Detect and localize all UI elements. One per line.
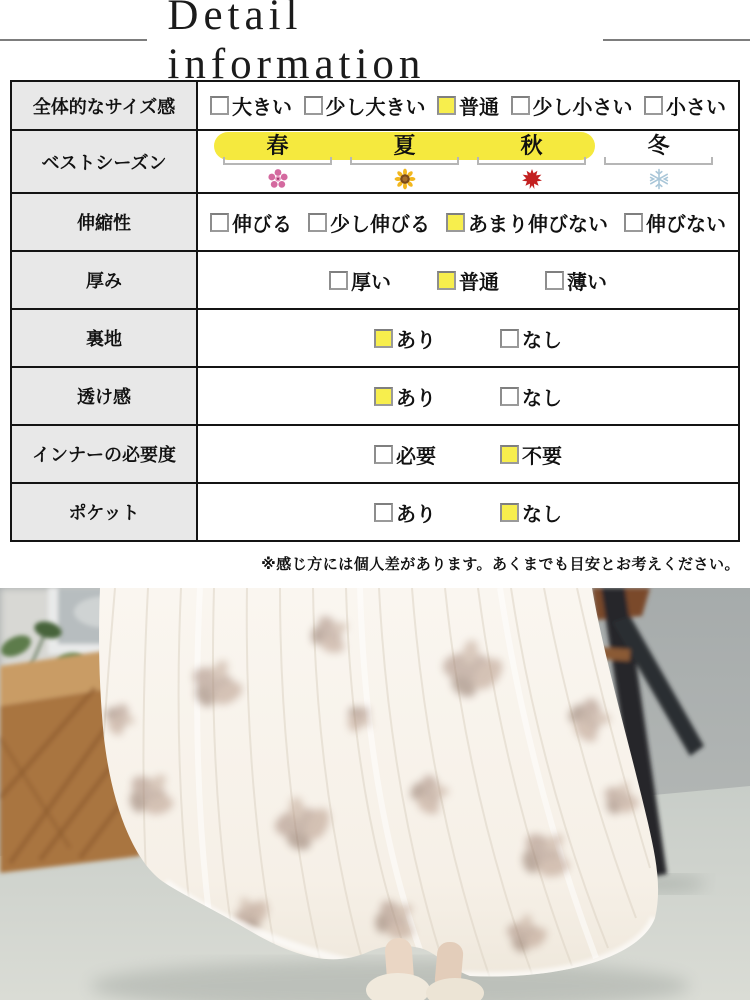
option-label: 普通 — [459, 271, 499, 294]
season-options — [198, 132, 738, 192]
season-spring — [214, 132, 341, 192]
row-label-stretch: 伸縮性 — [11, 193, 197, 251]
table-row-thickness — [11, 251, 739, 309]
option-pocket-yes — [374, 498, 436, 527]
option-label: 普通 — [459, 97, 499, 119]
checkbox-icon — [374, 329, 393, 348]
checkbox-icon — [304, 96, 323, 115]
maple-leaf-icon — [521, 168, 543, 192]
page-title: Detail information — [167, 0, 426, 88]
snowflake-icon — [648, 168, 670, 192]
table-row-lining — [11, 309, 739, 367]
season-label: 春 — [214, 132, 341, 160]
row-label-pocket: ポケット — [11, 483, 197, 541]
option-label: 少し小さい — [532, 97, 633, 119]
product-photo — [0, 588, 750, 1000]
header — [0, 0, 750, 88]
checkbox-icon — [511, 96, 530, 115]
checkbox-icon — [210, 213, 229, 232]
pocket-options — [198, 498, 738, 527]
option-label: 必要 — [396, 445, 436, 468]
table-row-sheerness — [11, 367, 739, 425]
checkbox-icon — [500, 387, 519, 406]
season-autumn — [468, 132, 595, 192]
option-sheer-no — [500, 382, 562, 411]
checkbox-icon — [374, 445, 393, 464]
option-label: あまり伸びない — [468, 213, 608, 236]
option-stretches — [210, 208, 292, 237]
table-row-stretch — [11, 193, 739, 251]
option-label: 厚い — [351, 271, 391, 294]
option-label: 小さい — [666, 97, 726, 119]
cherry-blossom-icon — [267, 168, 289, 192]
season-summer — [341, 132, 468, 192]
season-bracket — [223, 157, 332, 165]
option-lining-yes — [374, 324, 436, 353]
option-thick — [329, 266, 391, 295]
option-size-normal — [437, 91, 499, 120]
table-row-inner — [11, 425, 739, 483]
option-label: なし — [522, 387, 562, 410]
option-label: 少し大きい — [325, 97, 426, 119]
option-label: なし — [522, 329, 562, 352]
checkbox-icon — [329, 271, 348, 290]
season-winter — [595, 132, 722, 192]
option-label: 伸びない — [646, 213, 726, 236]
season-label: 冬 — [647, 132, 670, 158]
inner-options — [198, 440, 738, 469]
title-rule-left — [0, 39, 147, 41]
option-hardly-stretches — [446, 208, 608, 237]
season-bracket — [350, 157, 459, 165]
checkbox-icon — [308, 213, 327, 232]
checkbox-icon — [624, 213, 643, 232]
stretch-options — [198, 208, 738, 237]
checkbox-icon — [545, 271, 564, 290]
checkbox-icon — [500, 503, 519, 522]
season-bracket — [477, 157, 586, 165]
lining-options — [198, 324, 738, 353]
row-label-thickness: 厚み — [11, 251, 197, 309]
option-label: あり — [396, 387, 436, 410]
row-label-inner: インナーの必要度 — [11, 425, 197, 483]
row-label-sheerness: 透け感 — [11, 367, 197, 425]
season-label: 夏 — [341, 132, 468, 160]
season-bracket — [604, 157, 713, 165]
option-medium — [437, 266, 499, 295]
option-pocket-no — [500, 498, 562, 527]
checkbox-icon — [437, 96, 456, 115]
option-size-slightly-large — [304, 91, 426, 120]
option-no-stretch — [624, 208, 726, 237]
option-size-slightly-small — [511, 91, 633, 120]
checkbox-icon — [644, 96, 663, 115]
checkbox-icon — [437, 271, 456, 290]
option-lining-no — [500, 324, 562, 353]
skirt-photo-illustration — [0, 588, 750, 1000]
row-label-lining: 裏地 — [11, 309, 197, 367]
checkbox-icon — [446, 213, 465, 232]
table-row-season — [11, 130, 739, 193]
table-row-pocket — [11, 483, 739, 541]
option-label: 不要 — [522, 445, 562, 468]
disclaimer-note: ※感じ方には個人差があります。あくまでも目安とお考えください。 — [261, 556, 740, 573]
option-size-small — [644, 91, 726, 120]
option-label: あり — [396, 503, 436, 526]
detail-info-table — [10, 80, 740, 542]
sunflower-icon — [394, 168, 416, 192]
option-label: 少し伸びる — [330, 213, 430, 236]
option-stretches-little — [308, 208, 430, 237]
size-options — [198, 91, 738, 120]
checkbox-icon — [374, 387, 393, 406]
option-label: 薄い — [567, 271, 607, 294]
checkbox-icon — [500, 329, 519, 348]
option-thin — [545, 266, 607, 295]
title-rule-right — [603, 39, 750, 41]
season-label: 秋 — [468, 132, 595, 160]
option-label: なし — [522, 503, 562, 526]
option-size-large — [210, 91, 292, 120]
sheerness-options — [198, 382, 738, 411]
option-inner-required — [374, 440, 436, 469]
option-label: 大きい — [232, 97, 292, 119]
row-label-season: ベストシーズン — [11, 130, 197, 193]
checkbox-icon — [210, 96, 229, 115]
checkbox-icon — [374, 503, 393, 522]
row-label-size: 全体的なサイズ感 — [11, 81, 197, 130]
checkbox-icon — [500, 445, 519, 464]
option-sheer-yes — [374, 382, 436, 411]
thickness-options — [198, 266, 738, 295]
option-inner-not-required — [500, 440, 562, 469]
option-label: 伸びる — [232, 213, 292, 236]
option-label: あり — [396, 329, 436, 352]
